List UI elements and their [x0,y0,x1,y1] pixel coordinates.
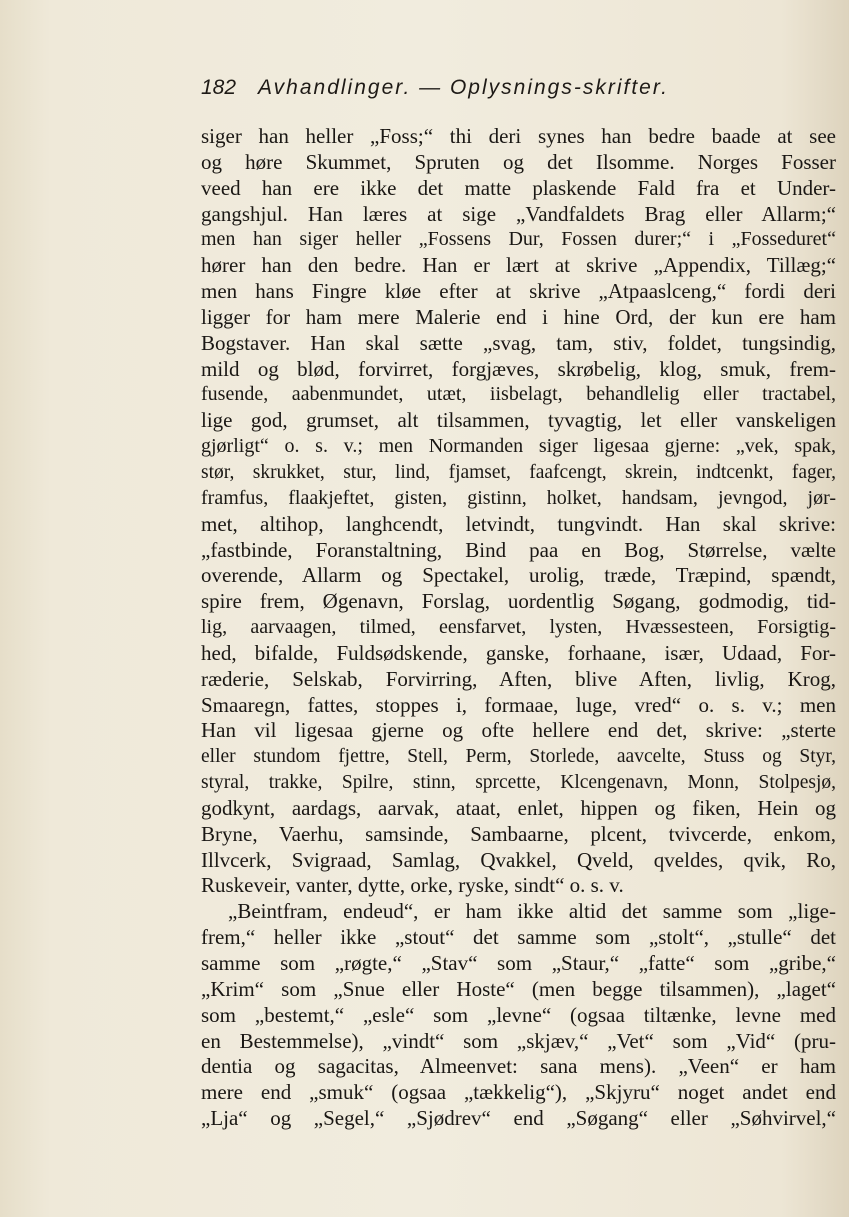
text-line: mild og blød, forvirret, forgjæves, skrøbelig, klog, smuk, frem- [201,356,836,381]
running-title: Avhandlinger. — Oplysnings-skrifter. [258,76,669,99]
text-line: men hans Fingre kløe efter at skrive „Atpaaslceng,“ fordi deri [201,279,836,304]
text-line: en Bestemmelse), „vindt“ som „skjæv,“ „Vet“ som „Vid“ (pru- [201,1028,836,1053]
text-line: lige god, grumset, alt tilsammen, tyvagtig, let eller vanskeligen [201,408,836,433]
text-line: fusende, aabenmundet, utæt, iisbelagt, behandlelig eller tractabel, [201,383,836,406]
text-line: eller stundom fjettre, Stell, Perm, Storlede, aavcelte, Stuss og Styr, [201,746,836,768]
text-line: Bryne, Vaerhu, samsinde, Sambaarne, plcent, tvivcerde, enkom, [201,821,836,846]
text-line: Smaaregn, fattes, stoppes i, formaae, luge, vred“ o. s. v.; men [201,692,836,717]
text-line: hed, bifalde, Fuldsødskende, ganske, forhaane, især, Udaad, For- [201,640,836,665]
text-line: Illvcerk, Svigraad, Samlag, Qvakkel, Qveld, qveldes, qvik, Ro, [201,847,836,872]
text-line: veed han ere ikke det matte plaskende Fald fra et Under- [201,175,836,200]
text-line: Bogstaver. Han skal sætte „svag, tam, stiv, foldet, tungsindig, [201,330,836,355]
text-line: Han vil ligesaa gjerne og ofte hellere end det, skrive: „sterte [201,718,836,743]
text-line: hører han den bedre. Han er lært at skrive „Appendix, Tillæg;“ [201,253,836,278]
text-line: ræderie, Selskab, Forvirring, Aften, blive Aften, livlig, Krog, [201,666,836,691]
text-line: lig, aarvaagen, tilmed, eensfarvet, lysten, Hvæssesteen, Forsigtig- [201,616,836,639]
page-number: 182 [201,76,237,99]
text-line: met, altihop, langhcendt, letvindt, tungvindt. Han skal skrive: [201,511,836,536]
text-line: mere end „smuk“ (ogsaa „tækkelig“), „Skjyru“ noget andet end [201,1080,836,1105]
text-line: „Krim“ som „Snue eller Hoste“ (men begge tilsammen), „laget“ [201,976,836,1001]
text-line: siger han heller „Foss;“ thi deri synes han bedre baade at see [201,124,836,148]
text-line: godkynt, aardags, aarvak, ataat, enlet, hippen og fiken, Hein og [201,795,836,820]
body-text [201,124,836,1132]
text-line: frem,“ heller ikke „stout“ det samme som „stolt“, „stulle“ det [201,925,836,950]
text-line: styral, trakke, Spilre, stinn, sprcette, Klcengenavn, Monn, Stolpesjø, [201,772,836,794]
text-line: spire frem, Øgenavn, Forslag, uordentlig Søgang, godmodig, tid- [201,589,836,614]
text-line: stør, skrukket, stur, lind, fjamset, faafcengt, skrein, indtcenkt, fager, [201,461,836,483]
text-line: gjørligt“ o. s. v.; men Normanden siger ligesaa gjerne: „vek, spak, [201,435,836,458]
text-line: overende, Allarm og Spectakel, urolig, træde, Træpind, spændt, [201,563,836,588]
text-line: samme som „røgte,“ „Stav“ som „Staur,“ „fatte“ som „gribe,“ [201,951,836,975]
text-line: dentia og sagacitas, Almeenvet: sana mens). „Veen“ er ham [201,1054,836,1079]
text-line: „fastbinde, Foranstaltning, Bind paa en Bog, Størrelse, vælte [201,537,836,562]
text-line: „Beintfram, endeud“, er ham ikke altid det samme som „lige- [228,899,836,924]
text-line: „Lja“ og „Segel,“ „Sjødrev“ end „Søgang“ eller „Søhvirvel,“ [201,1106,836,1131]
text-line: men han siger heller „Fossens Dur, Fossen durer;“ i „Fosseduret“ [201,228,836,251]
running-header [201,76,801,100]
text-line: gangshjul. Han læres at sige „Vandfaldets Brag eller Allarm;“ [201,201,836,226]
text-line: og høre Skummet, Spruten og det Ilsomme. Norges Fosser [201,149,836,174]
text-line: som „bestemt,“ „esle“ som „levne“ (ogsaa tiltænke, levne med [201,1002,836,1027]
text-line: framfus, flaakjeftet, gisten, gistinn, holket, handsam, jevngod, jør- [201,486,836,509]
text-line: ligger for ham mere Malerie end i hine Ord, der kun ere ham [201,304,836,329]
text-line: Ruskeveir, vanter, dytte, orke, ryske, sindt“ o. s. v. [201,873,624,898]
